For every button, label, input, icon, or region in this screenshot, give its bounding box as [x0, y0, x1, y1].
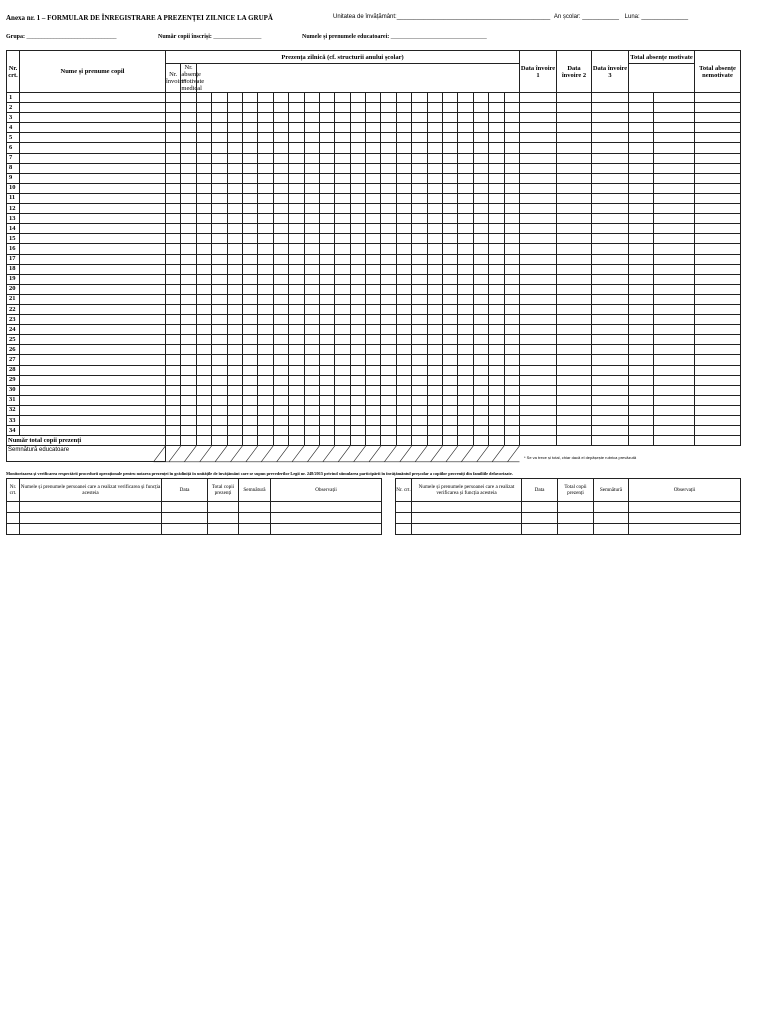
ctl-left-person-header: Numele și prenumele persoanei care a realizat verificarea și funcția acesteia: [20, 479, 162, 502]
row-number: 1: [7, 93, 20, 103]
row-number: 6: [7, 143, 20, 153]
row-number: 29: [7, 375, 20, 385]
hatch-line: [261, 446, 273, 462]
row-number: 10: [7, 183, 20, 193]
total-label: Număr total copii prezenți: [7, 436, 166, 446]
hatch-line: [477, 446, 489, 462]
row-number: 21: [7, 294, 20, 304]
row-number: 18: [7, 264, 20, 274]
col-presence-header: Prezența zilnică (cf. structurii anului școlar): [166, 51, 520, 64]
hatch-line: [307, 446, 319, 462]
footnote: * Se va trece și total, chiar dacă el depășește rubrica prevăzută: [524, 455, 637, 460]
ctl-left-row[interactable]: [7, 524, 382, 535]
row-number: 9: [7, 173, 20, 183]
ctl-right-total-header: Total copii prezenți: [558, 479, 594, 502]
ctl-right-person-header: Numele și prenumele persoanei care a realizat verificarea și funcția acesteia: [412, 479, 522, 502]
hatch-line: [446, 446, 458, 462]
row-number: 22: [7, 304, 20, 314]
signature-label: Semnătură educatoare: [7, 446, 166, 462]
hatch-line: [461, 446, 473, 462]
row-number: 26: [7, 345, 20, 355]
row-number: 7: [7, 153, 20, 163]
hatch-line: [384, 446, 396, 462]
ctl-left-signature-header: Semnătură: [239, 479, 271, 502]
row-number: 28: [7, 365, 20, 375]
control-table-right: [395, 478, 741, 535]
hatch-line: [338, 446, 350, 462]
row-number: 14: [7, 224, 20, 234]
row-number: 20: [7, 284, 20, 294]
ctl-right-date-header: Data: [522, 479, 558, 502]
ctl-right-nr-header: Nr. crt.: [396, 479, 412, 502]
ctl-left-obs-header: Observații: [271, 479, 382, 502]
teacher-field[interactable]: Numele și prenumele educatoarei: ________________________________: [302, 34, 487, 40]
row-number: 23: [7, 315, 20, 325]
col-motivate-sub-medical: Nr. absențe motivate medical: [181, 64, 205, 92]
ctl-right-row[interactable]: [396, 524, 741, 535]
hatch-line: [323, 446, 335, 462]
row-number: 17: [7, 254, 20, 264]
row-number: 31: [7, 395, 20, 405]
col-nemotivate-header: Total absențe nemotivate: [695, 51, 741, 93]
row-number: 12: [7, 204, 20, 214]
row-number: 34: [7, 426, 20, 436]
col-inv1-header: Data învoire 1: [520, 51, 557, 93]
hatch-line: [215, 446, 227, 462]
row-number: 15: [7, 234, 20, 244]
ctl-left-date-header: Data: [162, 479, 208, 502]
row-number: 11: [7, 193, 20, 203]
col-motivate-header: Total absențe motivate: [629, 51, 695, 64]
hatch-line: [246, 446, 258, 462]
col-motivate-sub-invoiri: Nr. învoiri*: [166, 64, 181, 93]
form-title: Anexa nr. 1 – FORMULAR DE ÎNREGISTRARE A PREZENȚEI ZILNICE LA GRUPĂ: [6, 14, 273, 22]
hatch-line: [292, 446, 304, 462]
hatch-line: [400, 446, 412, 462]
hatch-line: [200, 446, 212, 462]
row-number: 3: [7, 113, 20, 123]
monitoring-note: Monitorizarea și verificarea respectării procedurii operaționale pentru notarea prezenței în grădiniță în unitățile de învățământ care se supun prevederilor Legii nr. 248/2015 privind stimularea participării în învățământul preșcolar a copiilor proveniți din familiile defavorizate.: [6, 471, 513, 476]
hatch-line: [154, 446, 166, 462]
row-number: 5: [7, 133, 20, 143]
row-number: 13: [7, 214, 20, 224]
col-inv2-header: Data învoire 2: [557, 51, 592, 93]
ctl-right-obs-header: Observații: [629, 479, 741, 502]
row-number: 32: [7, 405, 20, 415]
ctl-right-signature-header: Semnătură: [594, 479, 629, 502]
group-field[interactable]: Grupa: ______________________________: [6, 34, 117, 40]
hatch-line: [415, 446, 427, 462]
row-number: 4: [7, 123, 20, 133]
ctl-left-nr-header: Nr. crt.: [7, 479, 20, 502]
row-number: 19: [7, 274, 20, 284]
ctl-left-row[interactable]: [7, 502, 382, 513]
row-number: 25: [7, 335, 20, 345]
hatch-line: [431, 446, 443, 462]
ctl-right-row[interactable]: [396, 513, 741, 524]
hatch-line: [508, 446, 520, 462]
col-nr-header: Nr. crt.: [7, 51, 20, 93]
ctl-left-total-header: Total copii prezenți: [208, 479, 239, 502]
row-number: 8: [7, 163, 20, 173]
col-inv3-header: Data învoire 3: [592, 51, 629, 93]
hatch-line: [169, 446, 181, 462]
row-number: 30: [7, 385, 20, 395]
hatch-line: [184, 446, 196, 462]
hatch-line: [230, 446, 242, 462]
hatch-line: [354, 446, 366, 462]
enrolled-field[interactable]: Număr copii înscriși: ________________: [158, 34, 262, 40]
hatch-line: [369, 446, 381, 462]
row-number: 16: [7, 244, 20, 254]
row-number: 24: [7, 325, 20, 335]
row-number: 27: [7, 355, 20, 365]
hatch-line: [492, 446, 504, 462]
unit-field[interactable]: Unitatea de învățământ:______________________________________________ An școlar: ___________ Luna: ______________: [333, 14, 689, 20]
ctl-right-row[interactable]: [396, 502, 741, 513]
ctl-left-row[interactable]: [7, 513, 382, 524]
control-table-left: [6, 478, 382, 535]
row-number: 2: [7, 103, 20, 113]
row-number: 33: [7, 416, 20, 426]
hatch-line: [277, 446, 289, 462]
col-name-header: Nume și prenume copil: [20, 51, 166, 93]
